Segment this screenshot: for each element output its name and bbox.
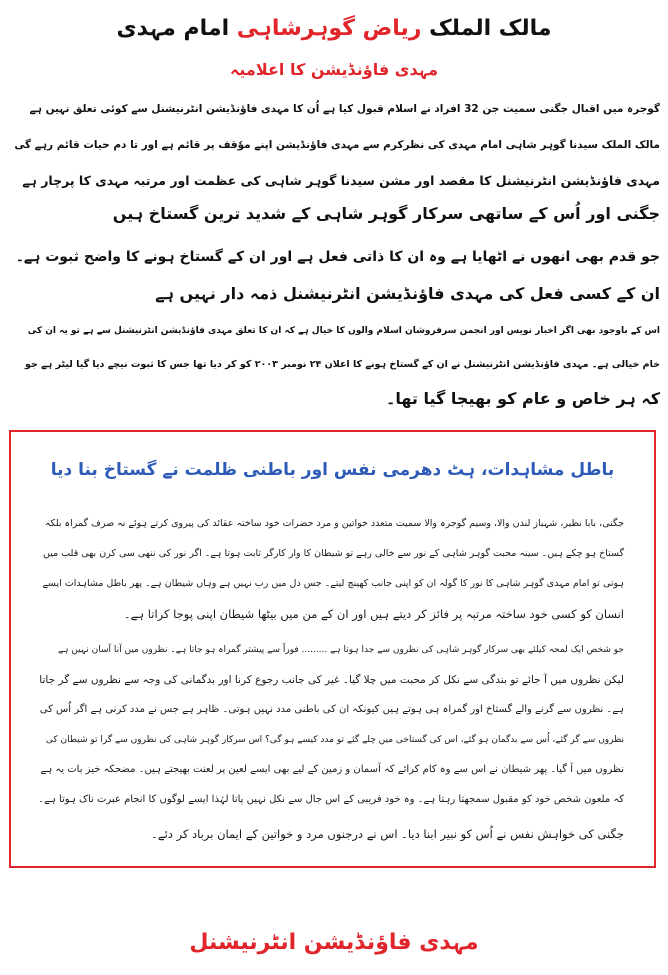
announcement-line: گوجرہ میں اقبال جگنی سمیت جن 32 افراد نے اسلام قبول کیا ہے اُن کا مہدی فاؤنڈیشن انٹرنیشنل سے کوئی تعلق نہیں ہے — [29, 103, 660, 115]
announcement-line: جگنی اور اُس کے ساتھی سرکار گوہر شاہی کے شدید ترین گستاخ ہیں — [112, 204, 660, 223]
announcement-line: خام خیالی ہے۔ مہدی فاؤنڈیشن انٹرنیشنل نے ان کے گستاخ ہونے کا اعلان ۲۴ نومبر ۲۰۰۳ کو کر دیا تھا جس کا ثبوت نیچے دیا گیا لیٹر ہے جو — [25, 359, 660, 370]
announcement-line: کہ ہر خاص و عام کو بھیجا گیا تھا۔ — [385, 389, 660, 408]
letter-line: نظروں میں آ گیا۔ پھر شیطان نے اس سے وہ کام کرائے کہ آسمان و زمین کے لیے بھی ایسے لعین پر لعنت بھیجتے ہیں۔ مضحکہ خیز بات یہ ہے — [40, 764, 624, 775]
title-part1: مالک الملک — [421, 16, 552, 41]
letter-line: انسان کو کسی خود ساختہ مرتبہ پر فائز کر دیتے ہیں اور ان کے من میں بیٹھا شیطان اپنی پوجا کراتا ہے۔ — [123, 607, 624, 621]
footer-signature: مہدی فاؤنڈیشن انٹرنیشنل — [189, 930, 479, 955]
announcement-line: اس کے باوجود بھی اگر اخبار نویس اور انجمن سرفروشان اسلام والوں کا خیال ہے کہ ان کا تعلق مہدی فاؤنڈیشن انٹرنیشنل سے ہے تو یہ ان کی — [27, 326, 660, 336]
title-part2: امام مہدی — [116, 16, 237, 41]
page-title — [0, 14, 668, 44]
title-highlight: ریاض گوہرشاہی — [236, 16, 422, 41]
letter-line: گستاخ ہو چکے ہیں۔ سینہ محبت گوہر شاہی کے نور سے خالی رہے تو شیطان کا وار کارگر ثابت ہوتا ہے۔ اگر نور کی ننھی سی کرن بھی قلب میں — [43, 548, 624, 559]
announcement-line: مالک الملک سیدنا گوہر شاہی امام مہدی کی نظرکرم سے مہدی فاؤنڈیشن اپنے موٗقف پر قائم ہے اور تا دم حیات قائم رہے گی — [14, 139, 660, 151]
letter-line: کہ ملعون شخص خود کو مقبول سمجھتا رہتا ہے۔ وہ خود فریبی کے اس جال سے نکل نہیں پاتا لہٰذا ایسے لوگوں کا انجام عبرت ناک ہوتا ہے۔ — [38, 794, 624, 805]
announcement-line: ان کے کسی فعل کی مہدی فاؤنڈیشن انٹرنیشنل ذمہ دار نہیں ہے — [155, 284, 660, 303]
announcement-line: مہدی فاؤنڈیشن انٹرنیشنل کا مقصد اور مشن سیدنا گوہر شاہی کی عظمت اور مرتبہ مہدی کا پرچار ہے — [22, 173, 660, 188]
letter-line: نظروں سے گر گئے، اُس سے بدگمان ہو گئے، اس کی گستاخی میں چلے گئے تو مدد کیسے ہو گی؟ اس سرکار گوہر شاہی کی نظروں سے گرا تو شیطان کی — [45, 735, 624, 745]
letter-line: لیکن نظروں میں آ جائے تو بندگی سے نکل کر محبت میں چلا گیا۔ غیر کی جانب رجوع کرنا اور بدگمانی کی وجہ سے نظروں سے گر جاتا — [39, 674, 624, 686]
letter-box — [9, 430, 656, 868]
letter-line: ہوتی تو امام مہدی گوہر شاہی کا نور کا گولہ ان کو اپنی جانب کھینچ لیتے۔ جس دل میں رب نہیں ہے وہاں شیطان ہے۔ پھر باطل مشاہدات ایسے — [42, 578, 624, 589]
letter-line: جگنی کی خواہش نفس نے اُس کو نبیر ابنا دیا۔ اس نے درجنوں مرد و خواتین کے ایمان برباد کر دئے۔ — [151, 827, 624, 841]
page-subtitle: مہدی فاؤنڈیشن کا اعلامیہ — [230, 60, 438, 79]
letter-line: جگنی، بابا نظیر، شہباز لندن والا، وسیم گوجرہ والا سمیت متعدد خواتین و مرد حضرات خود ساختہ عقائد کی پیروی کرتے ہوئے نہ صرف گمراہ بلکہ — [44, 518, 624, 529]
announcement-line: جو قدم بھی انھوں نے اٹھایا ہے وہ ان کا ذاتی فعل ہے اور ان کے گستاخ ہونے کا واضح ثبوت ہے۔ — [15, 249, 660, 265]
letter-title: باطل مشاہدات، ہٹ دھرمی نفس اور باطنی ظلمت نے گستاخ بنا دیا — [50, 460, 615, 480]
letter-line: ہے۔ نظروں سے گرنے والے گستاخ اور گمراہ ہی ہوتے ہیں کیونکہ ان کی باطنی مدد نہیں ہوتی۔ ظاہر ہے جس نے مدد کرنی ہے اگر اُس کی — [39, 704, 624, 715]
letter-line: جو شخص ایک لمحہ کیلئے بھی سرکار گوہر شاہی کی نظروں سے جدا ہوتا ہے ......... فوراً سے پیشتر گمراہ ہو جاتا ہے۔ نظروں میں آنا آسان نہیں ہے — [58, 645, 624, 655]
